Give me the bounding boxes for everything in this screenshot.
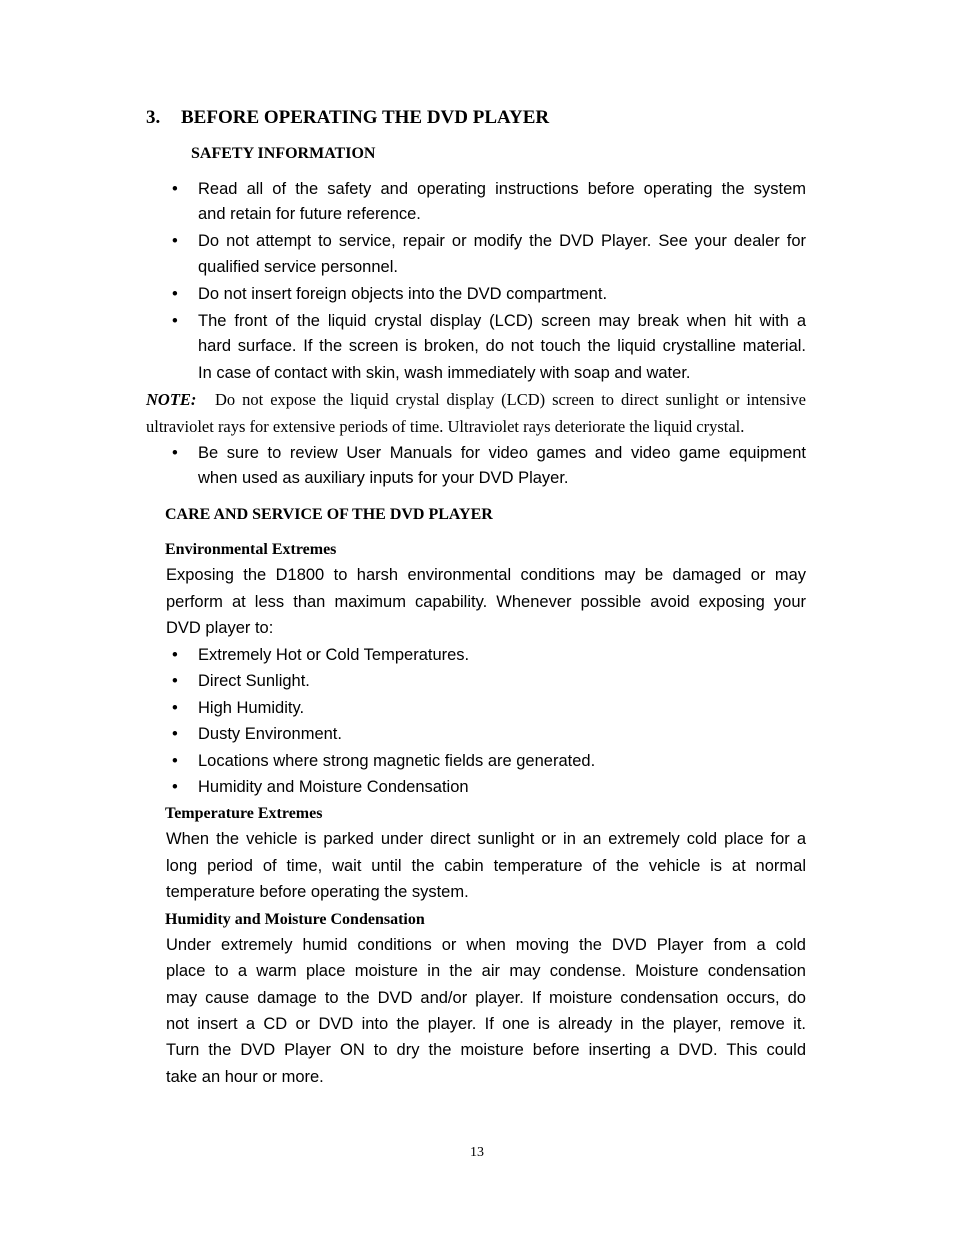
list-item: Humidity and Moisture Condensation	[198, 778, 469, 796]
section-heading	[146, 107, 549, 129]
note-label: NOTE:	[146, 390, 197, 409]
note	[146, 390, 196, 410]
list-item: High Humidity.	[198, 699, 305, 717]
bullet-symbol: •	[172, 232, 178, 250]
care-title: CARE AND SERVICE OF THE DVD PLAYER	[165, 506, 493, 523]
bullet-symbol: •	[172, 444, 178, 462]
note-line: ultraviolet rays for extensive periods of time. Ultraviolet rays deteriorate the liquid crystal.	[146, 417, 745, 436]
note-line: Do not expose the liquid crystal display (LCD) screen to direct sunlight or intensive	[215, 390, 806, 409]
list-item: Dusty Environment.	[198, 725, 342, 743]
paragraph-line: When the vehicle is parked under direct sunlight or in an extremely cold place for a	[166, 830, 806, 848]
paragraph-line: DVD player to:	[166, 619, 274, 637]
bullet-symbol: •	[172, 778, 178, 796]
temp-title: Temperature Extremes	[165, 805, 323, 822]
list-item: Extremely Hot or Cold Temperatures.	[198, 646, 470, 664]
env-title: Environmental Extremes	[165, 541, 337, 558]
list-item: Locations where strong magnetic fields are generated.	[198, 752, 596, 770]
bullet-symbol: •	[172, 752, 178, 770]
bullet-symbol: •	[172, 180, 178, 198]
section-number: 3.	[146, 107, 161, 128]
bullet-symbol: •	[172, 312, 178, 330]
paragraph-line: Turn the DVD Player ON to dry the moisture before inserting a DVD. This could	[166, 1041, 806, 1059]
list-item-line: Do not attempt to service, repair or modify the DVD Player. See your dealer for	[198, 232, 806, 250]
list-item-line: In case of contact with skin, wash immediately with soap and water.	[198, 364, 691, 382]
bullet-symbol: •	[172, 646, 178, 664]
list-item: Direct Sunlight.	[198, 672, 310, 690]
paragraph-line: take an hour or more.	[166, 1068, 324, 1086]
list-item-line: qualified service personnel.	[198, 258, 398, 276]
list-item-line: and retain for future reference.	[198, 205, 421, 223]
bullet-symbol: •	[172, 285, 178, 303]
section-title: BEFORE OPERATING THE DVD PLAYER	[181, 107, 550, 128]
page-number: 13	[470, 1145, 484, 1160]
paragraph-line: Under extremely humid conditions or when moving the DVD Player from a cold	[166, 936, 806, 954]
bullet-symbol: •	[172, 699, 178, 717]
humidity-title: Humidity and Moisture Condensation	[165, 911, 425, 928]
paragraph-line: not insert a CD or DVD into the player. If one is already in the player, remove it.	[166, 1015, 806, 1033]
list-item-line: The front of the liquid crystal display (LCD) screen may break when hit with a	[198, 312, 806, 330]
bullet-symbol: •	[172, 672, 178, 690]
list-item-line: Do not insert foreign objects into the DVD compartment.	[198, 285, 608, 303]
paragraph-line: Exposing the D1800 to harsh environmental conditions may be damaged or may	[166, 566, 806, 584]
list-item-line: Be sure to review User Manuals for video games and video game equipment	[198, 444, 806, 462]
list-item-line: when used as auxiliary inputs for your DVD Player.	[198, 469, 569, 487]
paragraph-line: perform at less than maximum capability. Whenever possible avoid exposing your	[166, 593, 806, 611]
bullet-symbol: •	[172, 725, 178, 743]
safety-title: SAFETY INFORMATION	[191, 145, 376, 162]
paragraph-line: may cause damage to the DVD and/or player. If moisture condensation occurs, do	[166, 989, 806, 1007]
list-item-line: Read all of the safety and operating instructions before operating the system	[198, 180, 806, 198]
paragraph-line: place to a warm place moisture in the air may condense. Moisture condensation	[166, 962, 806, 980]
paragraph-line: long period of time, wait until the cabin temperature of the vehicle is at normal	[166, 857, 806, 875]
list-item-line: hard surface. If the screen is broken, do not touch the liquid crystalline material.	[198, 337, 806, 355]
paragraph-line: temperature before operating the system.	[166, 883, 469, 901]
